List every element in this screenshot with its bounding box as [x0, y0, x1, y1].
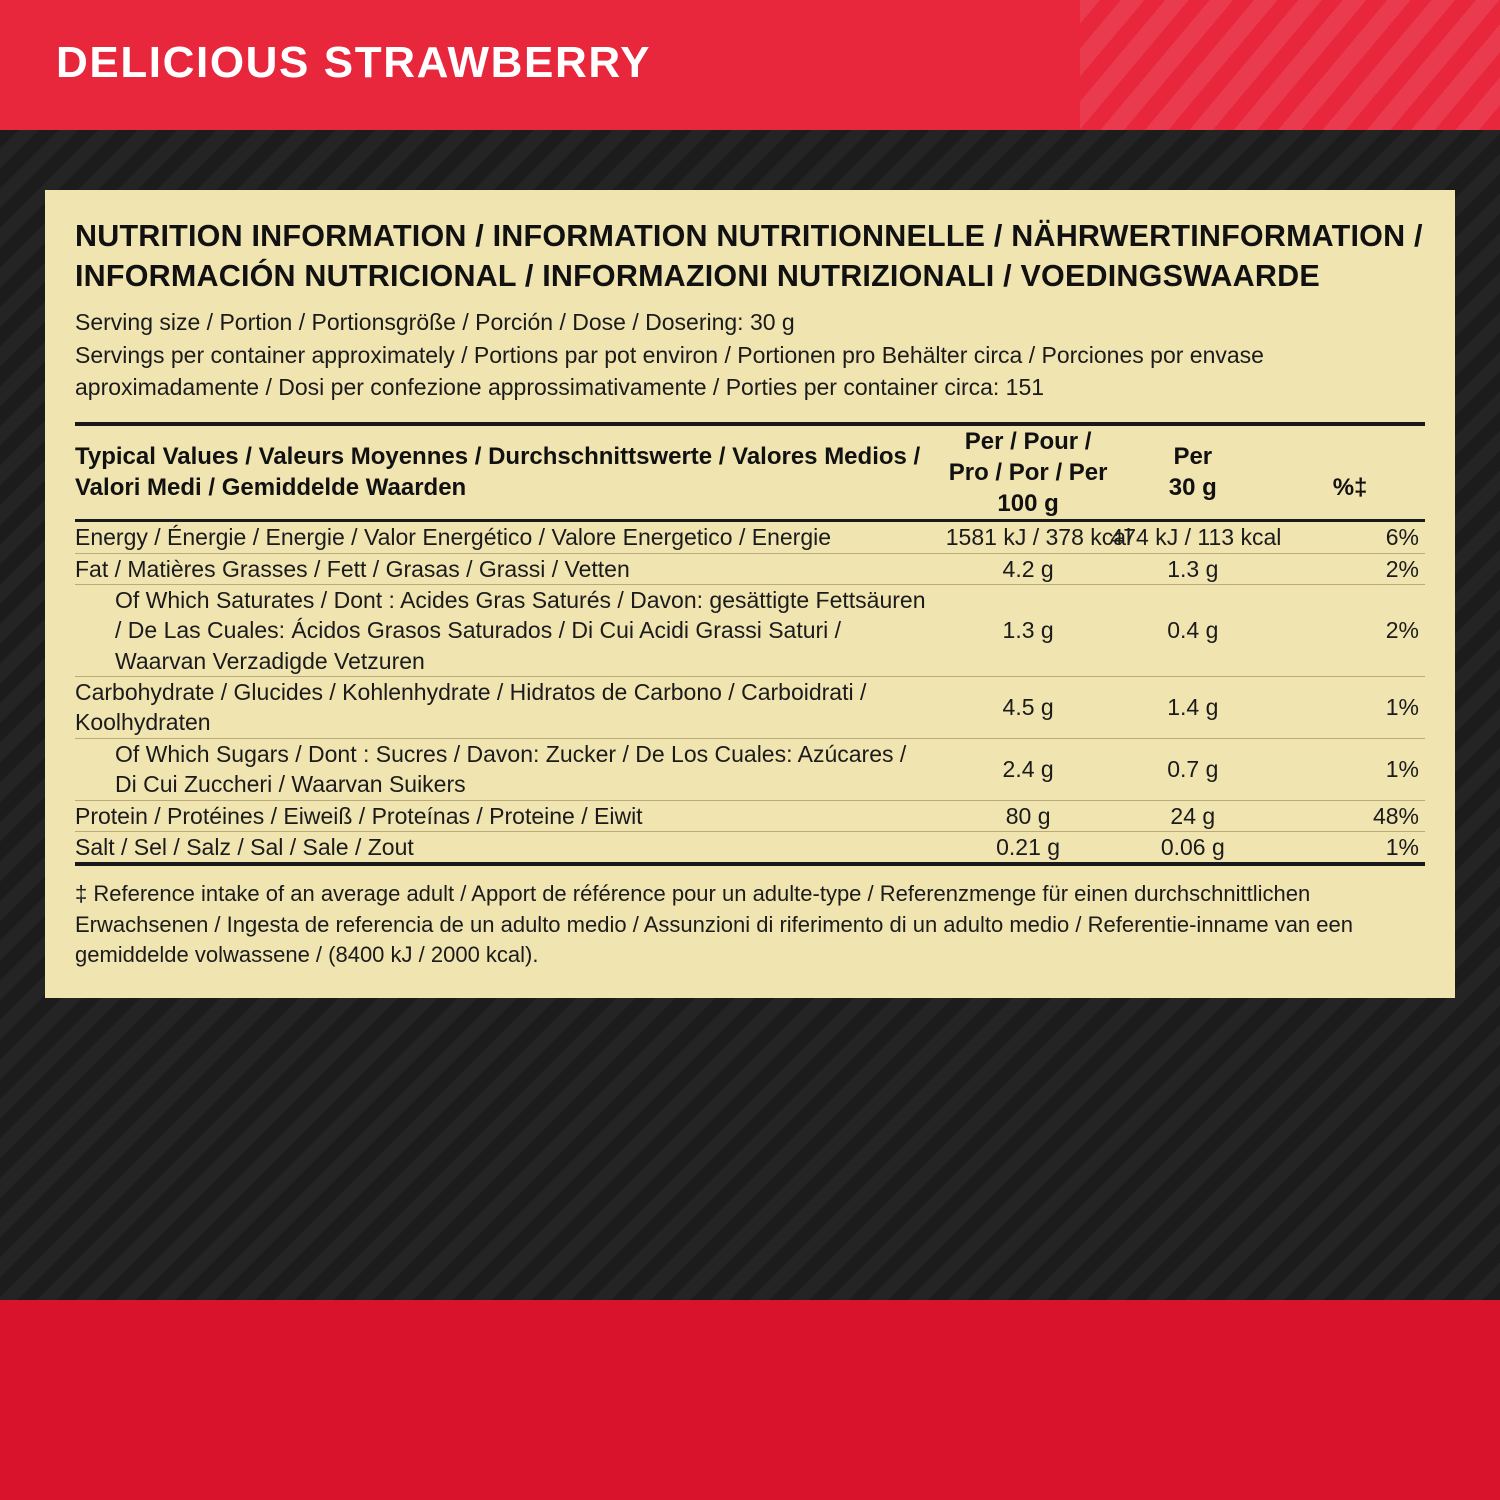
- top-red-banner: [0, 0, 1500, 130]
- row-label: Salt / Sel / Salz / Sal / Sale / Zout: [75, 831, 946, 864]
- panel-heading: NUTRITION INFORMATION / INFORMATION NUTRITIONNELLE / NÄHRWERTINFORMATION / INFORMACIÓN NUTRICIONAL / INFORMAZIONI NUTRIZIONALI / VOEDINGSWAARDE: [75, 219, 1423, 294]
- flavour-title: DELICIOUS STRAWBERRY: [56, 38, 652, 87]
- header-typical-values: Typical Values / Valeurs Moyennes / Durchschnittswerte / Valores Medios / Valori Medi / Gemiddelde Waarden: [75, 424, 946, 521]
- row-percent-ri: 2%: [1275, 553, 1425, 584]
- header-percent-ri-line1: [1275, 441, 1425, 472]
- row-label: Energy / Énergie / Energie / Valor Energético / Valore Energetico / Energie: [75, 521, 946, 553]
- row-per-100g: 80 g: [946, 800, 1111, 831]
- row-per-30g: 0.7 g: [1110, 738, 1275, 800]
- reference-intake-footnote: ‡ Reference intake of an average adult / Apport de référence pour un adulte-type / Referenzmenge für einen durchschnittlichen Erwachsenen / Ingesta de referencia de un adulto medio / Assunzioni di riferimento di un adulto medio / Referentie-inname van een gemiddelde volwassene / (8400 kJ / 2000 kcal).: [75, 881, 1353, 967]
- header-percent-ri: [1275, 424, 1425, 521]
- nutrition-panel: [45, 190, 1455, 998]
- row-percent-ri: 1%: [1275, 677, 1425, 739]
- table-header: [75, 424, 1425, 521]
- row-percent-ri: 1%: [1275, 831, 1425, 864]
- table-row: [75, 800, 1425, 831]
- row-percent-ri: 6%: [1275, 521, 1425, 553]
- header-per-30g: [1110, 424, 1275, 521]
- header-per-100g-line2: 100 g: [997, 490, 1059, 518]
- table-row: [75, 738, 1425, 800]
- row-per-100g: 2.4 g: [946, 738, 1111, 800]
- row-percent-ri: 1%: [1275, 738, 1425, 800]
- row-percent-ri: 48%: [1275, 800, 1425, 831]
- row-label: Fat / Matières Grasses / Fett / Grasas / Grassi / Vetten: [75, 553, 946, 584]
- row-per-30g: 1.3 g: [1110, 553, 1275, 584]
- banner-stripe-pattern: [1080, 0, 1500, 130]
- row-per-30g: 0.4 g: [1110, 584, 1275, 676]
- header-percent-ri-line2: %‡: [1332, 474, 1368, 502]
- table-row: [75, 521, 1425, 553]
- table-row: [75, 553, 1425, 584]
- table-header-row: [75, 424, 1425, 521]
- table-row: [75, 831, 1425, 864]
- row-label: Of Which Sugars / Dont : Sucres / Davon: Zucker / De Los Cuales: Azúcares / Di Cui Zuccheri / Waarvan Suikers: [75, 738, 946, 800]
- bottom-red-banner: [0, 1300, 1500, 1500]
- table-row: [75, 584, 1425, 676]
- servings-per-container-line: Servings per container approximately / Portions par pot environ / Portionen pro Behälter circa / Porciones por envase aproximadamente / Dosi per confezione approssimativamente / Porties per container circa: 151: [75, 342, 1264, 400]
- row-label: Of Which Saturates / Dont : Acides Gras Saturés / Davon: gesättigte Fettsäuren / De Las Cuales: Ácidos Grasos Saturados / Di Cui Acidi Grassi Saturi / Waarvan Verzadigde Vetzuren: [75, 584, 946, 676]
- serving-size-line: Serving size / Portion / Portionsgröße / Porción / Dose / Dosering: 30 g: [75, 308, 795, 335]
- row-per-30g: 0.06 g: [1110, 831, 1275, 864]
- row-per-30g: 1.4 g: [1110, 677, 1275, 739]
- row-per-100g: 4.5 g: [946, 677, 1111, 739]
- nutrition-table: [75, 422, 1425, 867]
- row-label: Carbohydrate / Glucides / Kohlenhydrate / Hidratos de Carbono / Carboidrati / Koolhydraten: [75, 677, 946, 739]
- row-per-30g: 474 kJ / 113 kcal: [1110, 521, 1275, 553]
- row-per-100g: 1581 kJ / 378 kcal: [946, 521, 1111, 553]
- header-per-100g-line1: Per / Pour / Pro / Por / Per: [948, 427, 1108, 486]
- header-per-30g-line2: 30 g: [1168, 474, 1217, 502]
- table-row: [75, 677, 1425, 739]
- row-percent-ri: 2%: [1275, 584, 1425, 676]
- row-label: Protein / Protéines / Eiweiß / Proteínas / Proteine / Eiwit: [75, 800, 946, 831]
- row-per-100g: 0.21 g: [946, 831, 1111, 864]
- header-per-30g-line1: Per: [1173, 443, 1213, 471]
- table-body: [75, 521, 1425, 864]
- header-per-100g: [946, 424, 1111, 521]
- row-per-30g: 24 g: [1110, 800, 1275, 831]
- row-per-100g: 1.3 g: [946, 584, 1111, 676]
- row-per-100g: 4.2 g: [946, 553, 1111, 584]
